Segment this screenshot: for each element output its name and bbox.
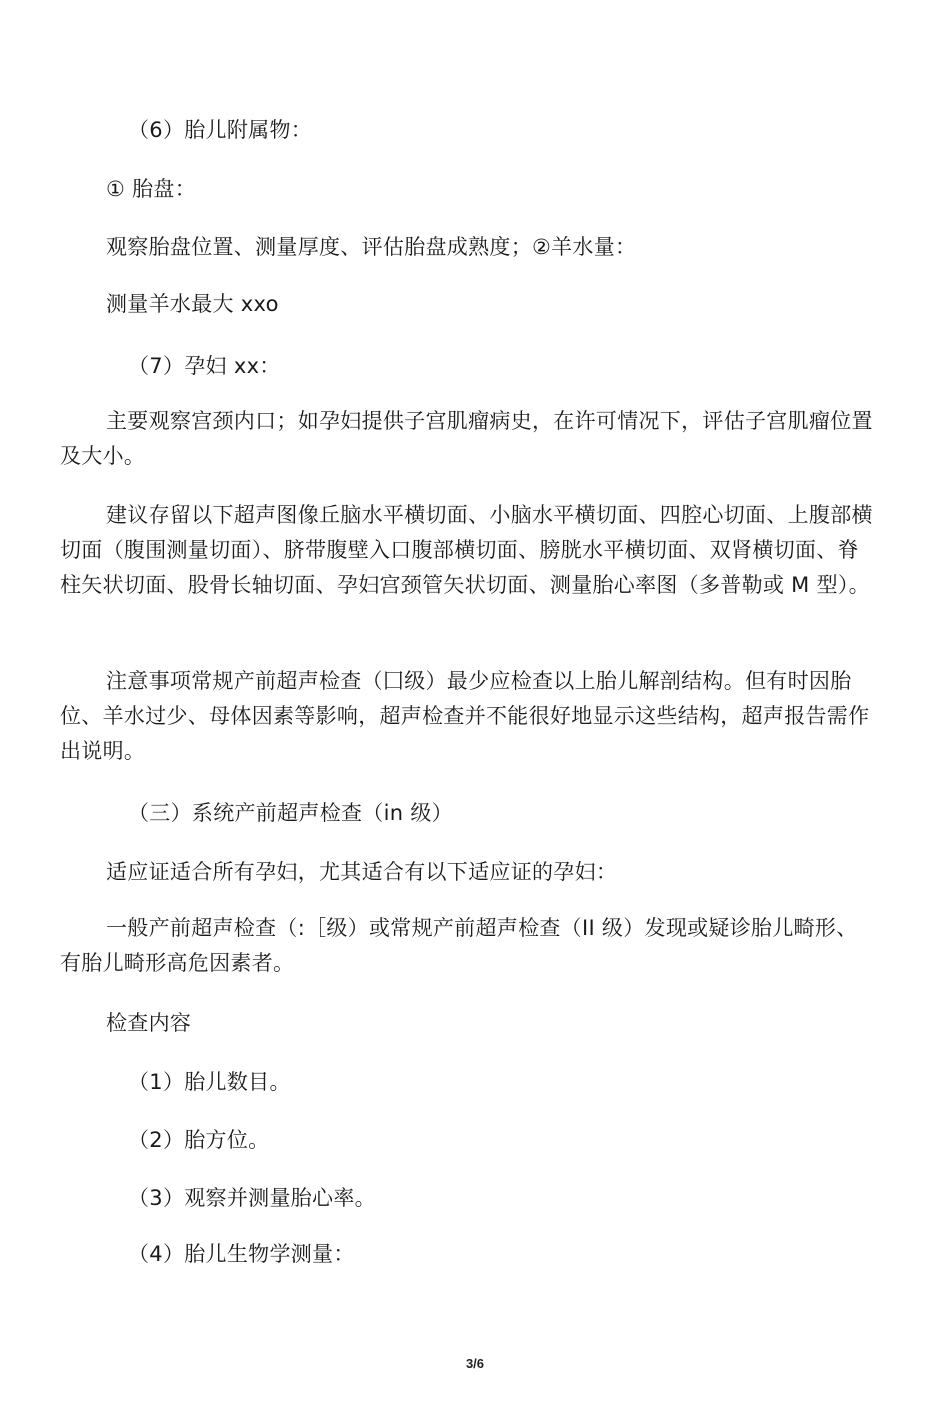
list-item-biometry: （4）胎儿生物学测量：: [128, 1242, 355, 1266]
paragraph-indications: 适应证适合所有孕妇，尤其适合有以下适应证的孕妇：: [106, 860, 618, 884]
list-item-fetal-position: （2）胎方位。: [128, 1128, 270, 1152]
paragraph-placenta-observation: 观察胎盘位置、测量厚度、评估胎盘成熟度；②羊水量：: [106, 235, 637, 259]
paragraph-notes: 注意事项常规产前超声检查（囗级）最少应检查以上胎儿解剖结构。但有时因胎位、羊水过少、母体因素等影响，超声检查并不能很好地显示这些结构，超声报告需作出说明。: [60, 669, 870, 763]
paragraph-pregnant-woman: （7）孕妇 xx：: [128, 354, 281, 378]
paragraph-cervix-observation: 主要观察宫颈内口；如孕妇提供子宫肌瘤病史，在许可情况下，评估子宫肌瘤位置及大小。: [60, 409, 873, 468]
paragraph-exam-content: 检查内容: [106, 1011, 192, 1035]
paragraph-general-exam: 一般产前超声检查（:［级）或常规产前超声检查（II 级）发现或疑诊胎儿畸形、有胎儿畸形高危因素者。: [60, 916, 858, 975]
paragraph-amniotic-measure: 测量羊水最大 xxo: [106, 292, 279, 316]
paragraph-placenta-heading: ① 胎盘：: [106, 177, 197, 201]
paragraph-fetal-appendages: （6）胎儿附属物：: [128, 118, 313, 142]
list-item-heart-rate: （3）观察并测量胎心率。: [128, 1186, 376, 1210]
list-item-fetal-count: （1）胎儿数目。: [128, 1070, 291, 1094]
paragraph-image-retention: 建议存留以下超声图像丘脑水平横切面、小脑水平横切面、四腔心切面、上腹部横切面（腹围测量切面）、脐带腹壁入口腹部横切面、膀胱水平横切面、双肾横切面、脊柱矢状切面、股骨长轴切面、孕妇宫颈管矢状切面、测量胎心率图（多普勒或 M 型）。: [60, 503, 873, 597]
page-number: 3/6: [465, 1356, 485, 1371]
paragraph-system-exam-heading: （三）系统产前超声检查（in 级）: [128, 801, 453, 825]
